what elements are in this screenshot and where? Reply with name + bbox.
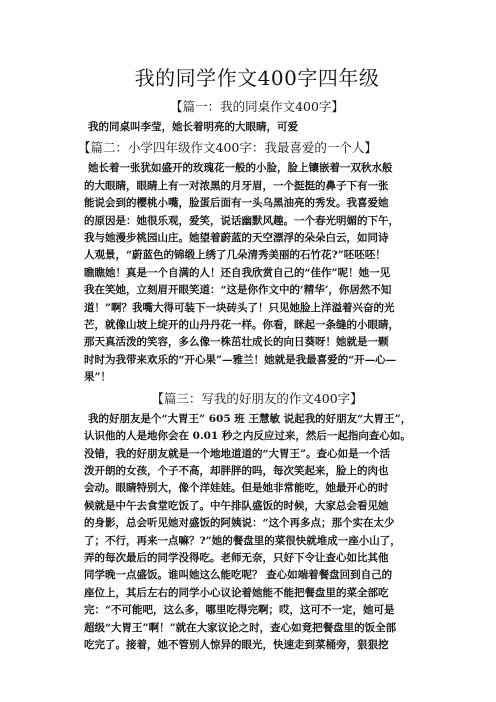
text-line: 我的同桌叫李莹，她长着明亮的大眼睛，可爱 [88,121,298,133]
text-line: 道！”啊？我嘴大得可装下一块砖头了！只见她脸上洋溢着兴奋的光 [84,301,395,314]
text-line: 的原因是：她很乐观，爱笑，说话幽默风趣。一个春光明媚的下午， [84,214,399,227]
text-line: 芒，就像山坡上绽开的山丹丹花一样。你看，眯起一条缝的小眼睛， [84,319,399,332]
text-line: 她长着一张犹如盛开的玫瑰花一般的小脸，脸上镶嵌着一双秋水般 [88,162,393,175]
section-heading: 【篇二：小学四年级作文400字：我最喜爱的一个人】 [78,140,377,156]
section-heading: 【篇一：我的同桌作文400字】 [170,99,344,114]
text-line: 弄的每次最后的同学没得吃。老师无奈，只好下令让查心如比其他 [84,551,389,564]
text-line: 认识他的人是地你会在 0.01 秒之内反应过来，然后一起指向查心如。 [84,430,411,443]
text-line: 的大眼睛，眼睛上有一对浓黑的月牙眉，一个挺挺的鼻子下有一张 [84,179,389,192]
text-line: 泼开朗的女孩，个子不高，却胖胖的吗，每次笑起来，脸上的肉也 [84,464,389,477]
section-2 [78,138,430,386]
text-line: 会动。眼睛特别大，像个洋娃娃。但是她非常能吃，她最开心的时 [84,482,389,495]
section-3 [84,389,430,655]
text-line: 我在笑她，立刻眉开眼笑道：“这是你作文中的‘精华’，你居然不知 [84,284,392,297]
text-line: 人观景，“蔚蓝色的锦缎上绣了几朵清秀美丽的石竹花?”呸呸呸！ [84,249,386,262]
text-line: 吃完了。接着，她不管别人惊异的眼光，快速走到菜桶旁，狠狠挖 [84,638,389,651]
text-line: 我的好朋友是个“大胃王” 605 班 王慧敏 说起我的好朋友“大胃王”， [88,412,412,425]
section-body [84,160,430,386]
text-line: 没错，我的好朋友就是一个地地道道的“大胃王”。查心如是一个活 [84,447,391,460]
text-line: 时时为我带来欢乐的“开心果”—雅兰！她就是我最喜爱的“开—心— [84,353,397,366]
text-line: 能说会到的樱桃小嘴，脸蛋后面有一头乌黑油亮的秀发。我喜爱她 [84,197,389,210]
section-body [84,411,430,655]
text-line: 的身影，总会听见她对盛饭的阿姨说：“这个再多点；那个实在太少 [84,517,395,530]
text-line: 我与她漫步桃园山庄。她望着蔚蓝的天空漂浮的朵朵白云，如同诗 [84,232,389,245]
text-line: 座位上，其后左右的同学小心议论着她能不能把餐盘里的菜全部吃 [84,586,389,599]
text-line: 候就是中午去食堂吃饭了。中午排队盛饭的时候，大家总会看见她 [84,499,389,512]
text-line: 瞧瞧她！真是一个自满的人！还自我欣赏自己的“佳作”呢！她一见 [84,266,391,279]
text-line: 超级“大胃王”啊！”就在大家议论之时，查心如竟把餐盘里的饭全部 [84,621,397,634]
document-title: 我的同学作文400字四年级 [134,66,380,90]
section-heading: 【篇三：写我的好朋友的作文400字】 [151,390,363,406]
section-body [84,119,430,136]
section-1 [84,97,430,136]
text-line: 了；不行，再来一点嘛？?”她的餐盘里的菜很快就堆成一座小山了， [84,534,401,547]
text-line: 果”！ [84,371,112,384]
text-line: 完：“不可能吧，这么多，哪里吃得完啊；哎，这可不一定，她可是 [84,604,395,617]
text-line: 同学晚一点盛饭。谁叫她这么能吃呢？ 查心如端着餐盘回到自己的 [84,569,393,582]
text-line: 那天真活泼的笑容，多么像一株茁壮成长的向日葵呀！她就是一颗 [84,336,389,349]
